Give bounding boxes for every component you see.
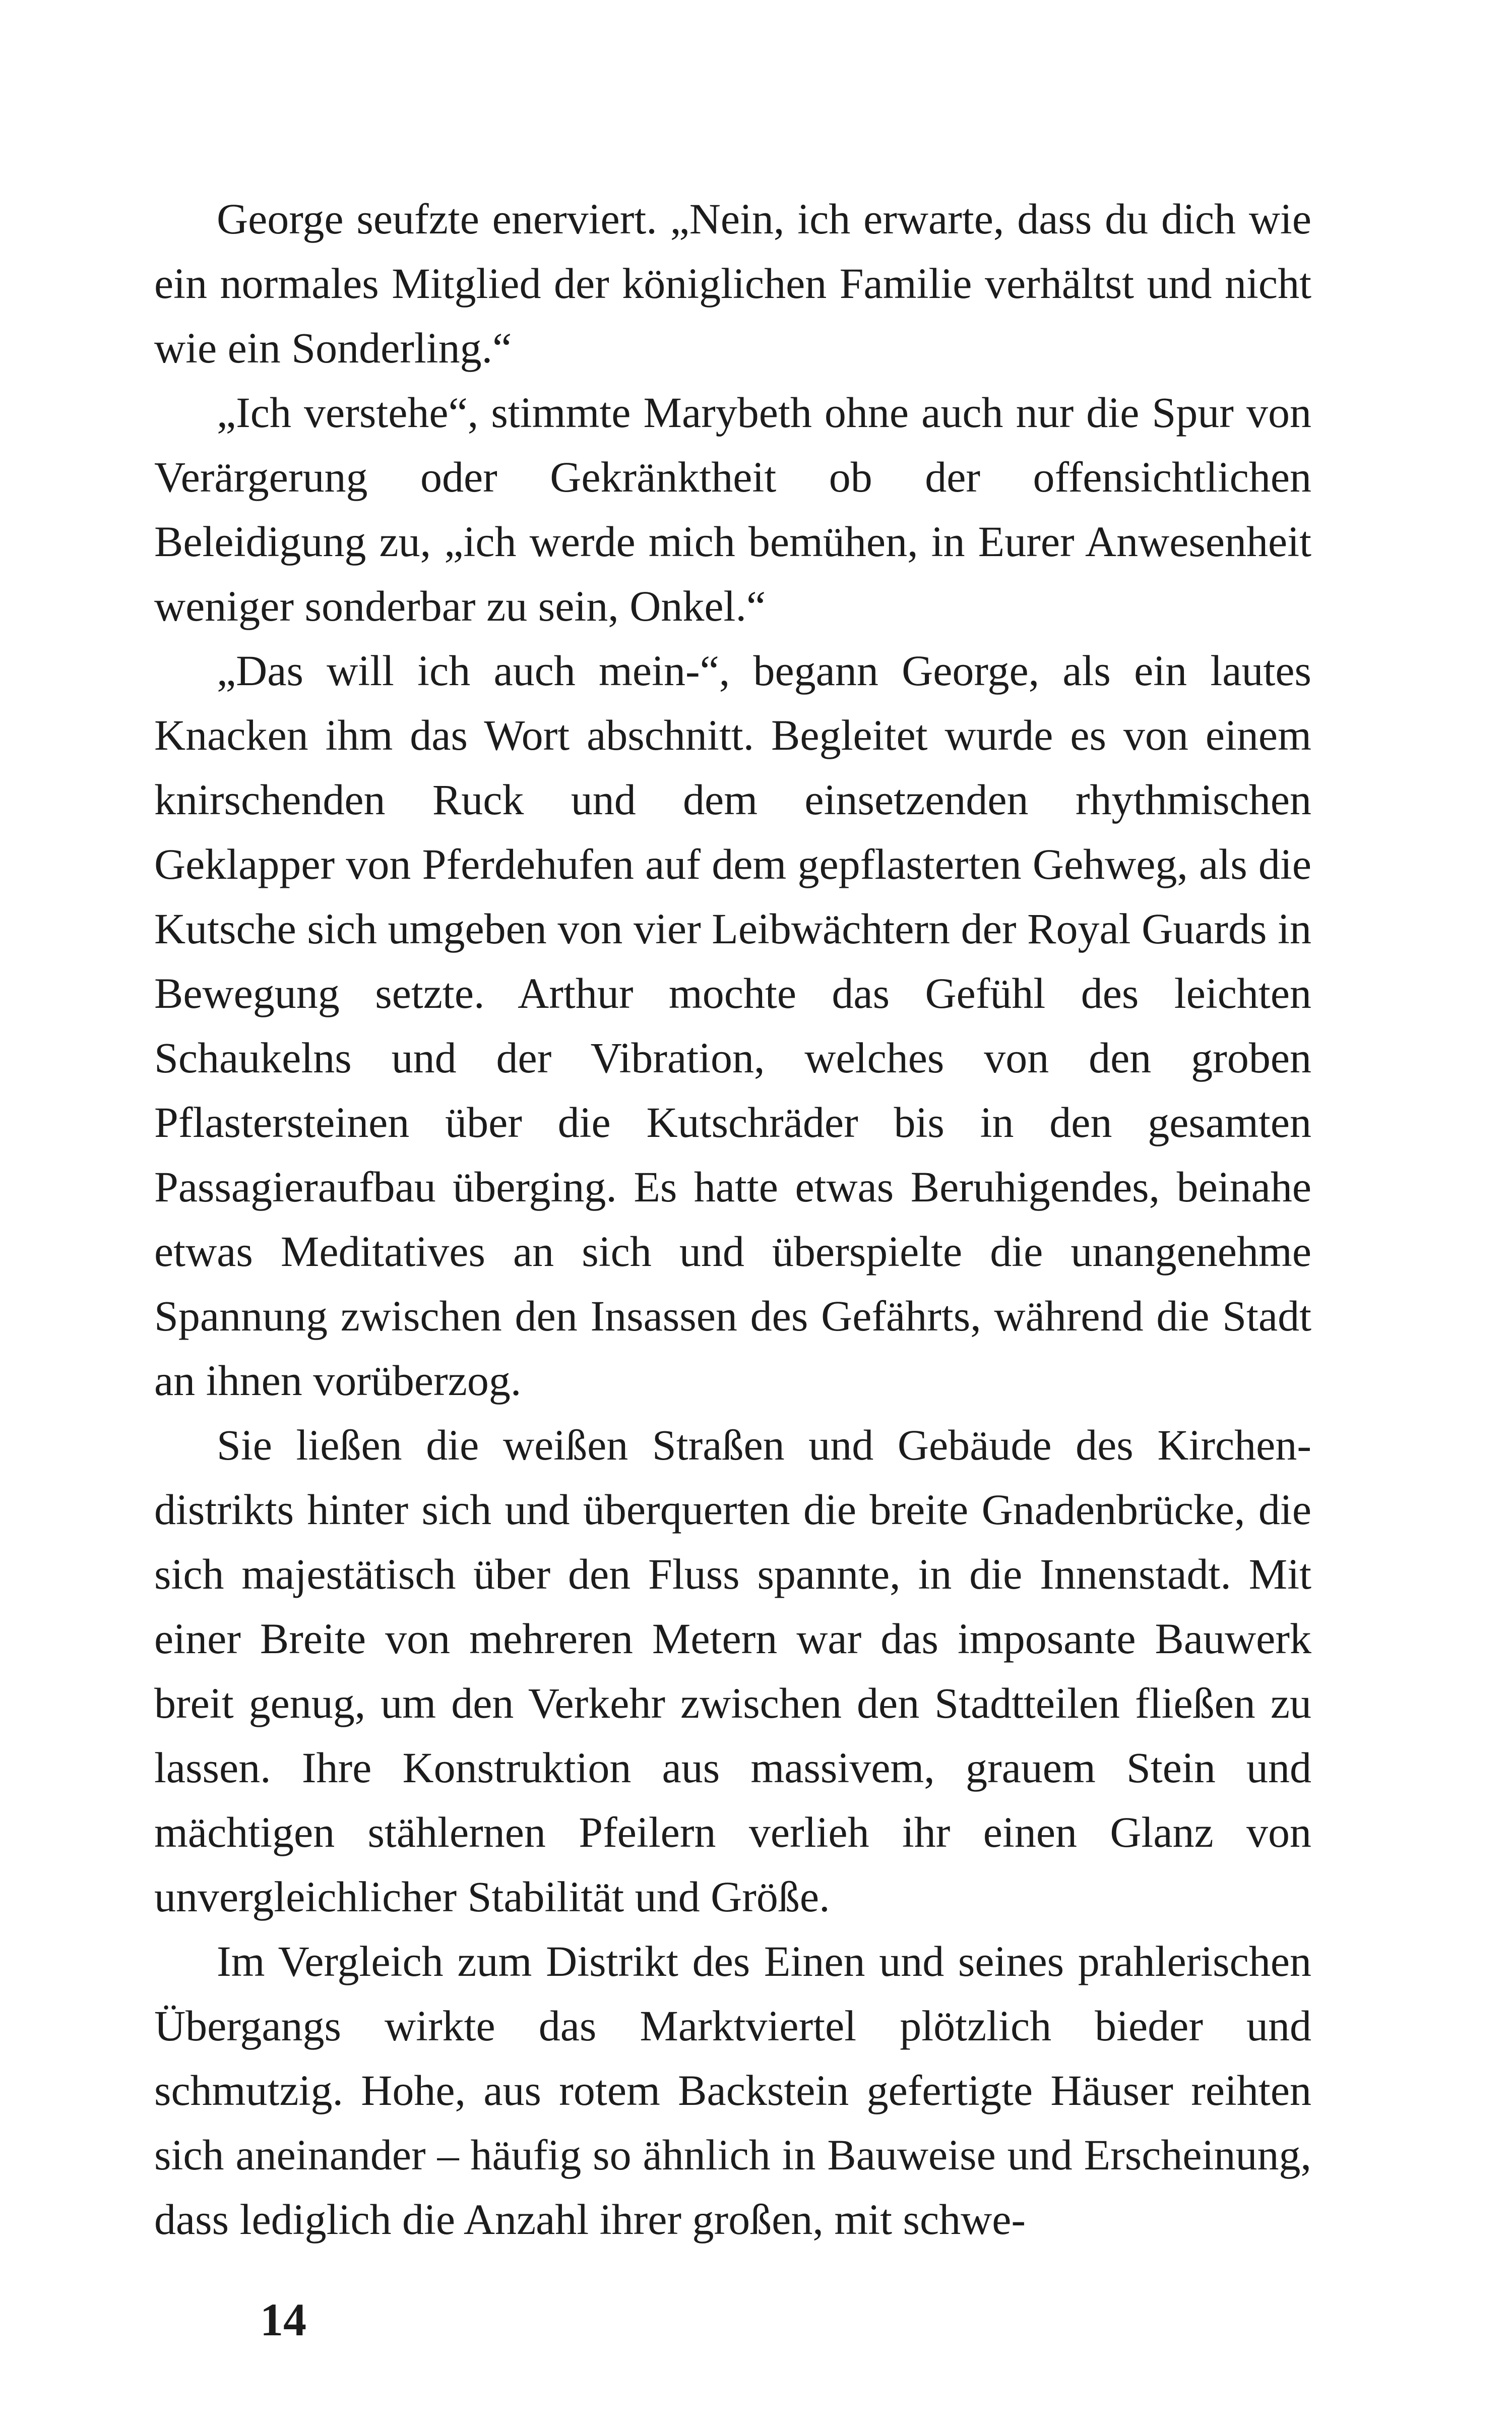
page-number: 14 — [260, 2294, 306, 2345]
paragraph-3: „Das will ich auch mein-“, begann George, als ein lautes Knacken ihm das Wort abschnitt. Begleitet wurde es von einem knirschenden Ruck und dem einsetzenden rhythmischen Geklapper von Pferdehufen auf dem gepflasterten Gehweg, als die Kutsche sich umgeben von vier Leibwächtern der Royal Guards in Bewegung setzte. Arthur mochte das Gefühl des leichten Schaukelns und der Vibration, welches von den groben Pflastersteinen über die Kutschräder bis in den gesamten Passagieraufbau überging. Es hatte etwas Beruhigendes, beinahe etwas Meditatives an sich und überspielte die unangenehme Spannung zwischen den Insassen des Gefährts, während die Stadt an ihnen vorüberzog. — [154, 646, 1311, 1405]
paragraph-4: Sie ließen die weißen Straßen und Gebäude des Kirchendistrikts hinter sich und überquerten die breite Gnadenbrücke, die sich majestätisch über den Fluss spannte, in die Innenstadt. Mit einer Breite von mehreren Metern war das imposante Bauwerk breit genug, um den Verkehr zwischen den Stadtteilen fließen zu lassen. Ihre Konstruktion aus massivem, grauem Stein und mächtigen stählernen Pfeilern verlieh ihr einen Glanz von unvergleichlicher Stabilität und Größe. — [154, 1421, 1311, 1921]
body-text — [154, 187, 1311, 2252]
paragraph-2: „Ich verstehe“, stimmte Marybeth ohne auch nur die Spur von Verärgerung oder Gekränktheit ob der offensichtlichen Beleidigung zu, „ich werde mich bemühen, in Eurer Anwesenheit weniger sonderbar zu sein, Onkel.“ — [154, 388, 1311, 630]
paragraph-1: George seufzte enerviert. „Nein, ich erwarte, dass du dich wie ein normales Mitglied der königlichen Familie verhältst und nicht wie ein Sonderling.“ — [154, 195, 1311, 372]
paragraph-5: Im Vergleich zum Distrikt des Einen und seines prahlerischen Übergangs wirkte das Marktviertel plötzlich bieder und schmutzig. Hohe, aus rotem Backstein gefertigte Häuser reihten sich aneinander – häufig so ähnlich in Bauweise und Erscheinung, dass lediglich die Anzahl ihrer großen, mit schwe- — [154, 1937, 1311, 2244]
